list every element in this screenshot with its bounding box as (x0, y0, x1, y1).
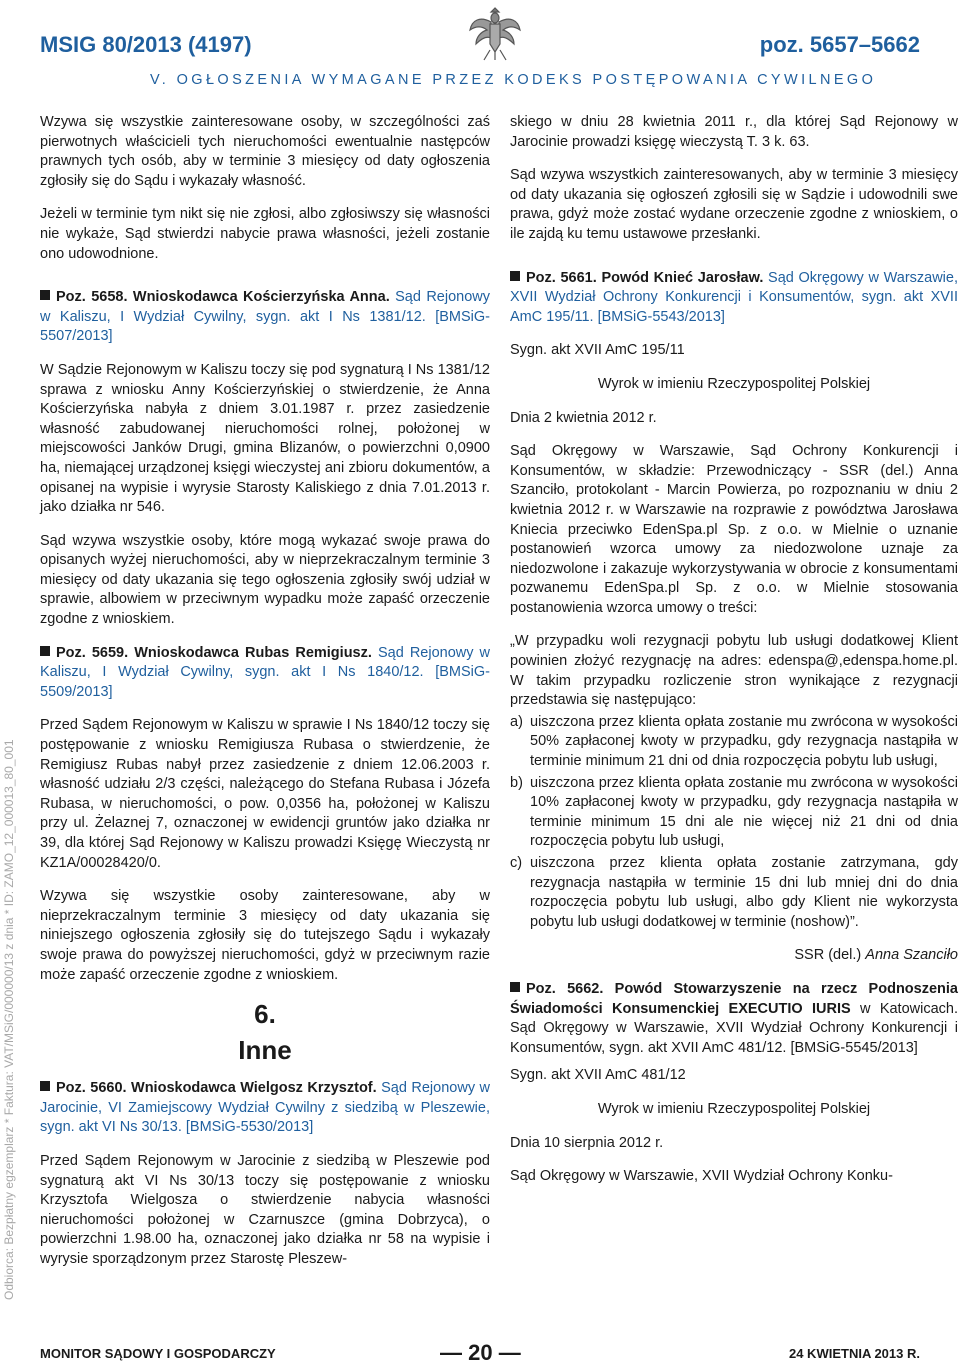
page-number: — 20 — (440, 1340, 521, 1365)
watermark: Odbiorca: Bezpłatny egzemplarz * Faktura: VAT/MSiG/000000/13 z dnia * ID: ZAMO_12_000013_80_001 (2, 739, 16, 1300)
announcement-header (40, 644, 490, 703)
bullet-icon (40, 646, 50, 656)
case-signature: Sygn. akt XVII AmC 481/12 (510, 1067, 686, 1084)
signature (510, 946, 958, 966)
signature-role: SSR (del.) (794, 947, 862, 964)
chapter-name: Inne (238, 1035, 292, 1066)
option-key: b) (510, 774, 523, 791)
judgment-date: Dnia 10 sierpnia 2012 r. (510, 1134, 664, 1151)
announcement-header (40, 1079, 490, 1138)
quote-paragraph: „W przypadku woli rezygnacji pobytu lub usługi dodatkowej Klient powinien złożyć rezygnację na adres: edenspa@,edenspa.home.pl. W takim przypadku rozliczenie stron wynikające z rezygnacji przedstawia się następująco: (510, 633, 958, 709)
announcement-court: Sąd Rejonowy w Kaliszu, I Wydział Cywilny, sygn. akt I Ns 1840/12. [BMSiG-5509/2013] (40, 644, 491, 700)
paragraph: skiego w dniu 28 kwietnia 2011 r., dla której Sąd Rejonowy w Jarocinie prowadzi księgę wieczystą T. 3 k. 63. (510, 114, 958, 150)
option-key: c) (510, 855, 523, 871)
option-item (510, 854, 958, 932)
option-item (510, 774, 958, 852)
announcement-court: Sąd Rejonowy w Jarocinie, VI Zamiejscowy Wydział Cywilny z siedzibą w Pleszewie, sygn. akt VI Ns 30/13. [BMSiG-5530/2013] (40, 1080, 491, 1136)
positions-range: poz. 5657–5662 (759, 32, 920, 57)
judgment-date: Dnia 2 kwietnia 2012 r. (510, 409, 657, 426)
option-text: uiszczona przez klienta opłata zostanie mu zwrócona w wysokości 10% zapłaconej kwoty w przypadku, gdy rezygnacja nastąpiła w terminie minimum 15 dni ale nie więcej niż 21 dni od dnia rozpoczęcia pobytu lub usługi, (530, 774, 958, 850)
journal-title: MSIG 80/2013 (4197) (40, 32, 252, 57)
paragraph: Sąd wzywa wszystkich zainteresowanych, aby w terminie 3 miesięcy od daty ukazania się ogłoszeń zgłosili się w Sądzie i udowodnili swe prawa, gdyż może zostać wydane orzeczenie zgodne z wnioskiem, o ile zajdą ku temu ustawowe przesłanki. (510, 167, 958, 242)
announcement-title: Poz. 5658. Wnioskodawca Kościerzyńska Anna. (56, 289, 390, 306)
announcement-title: Poz. 5660. Wnioskodawca Wielgosz Krzysztof. (56, 1080, 377, 1097)
paragraph: Wzywa się wszystkie osoby zainteresowane, aby w nieprzekraczalnym terminie 3 miesięcy od daty ukazania się niniejszego ogłoszenia zgłosiły się do tutejszego Sądu i wykazały swoje prawa do powyższej nieruchomości, gdyż w przeciwnym razie może zapaść orzeczenie zgodne z wnioskiem. (40, 888, 490, 983)
bullet-icon (510, 982, 520, 992)
chapter-number: 6. (254, 999, 276, 1030)
announcement-court: w Katowicach. Sąd Okręgowy w Warszawie, XVII Wydział Ochrony Konkurencji i Konsumentów, sygn. akt XVII AmC 481/12. [BMSiG-5545/2013] (510, 1000, 958, 1056)
option-item (510, 713, 958, 772)
option-key: a) (510, 713, 523, 730)
bullet-icon (40, 290, 50, 300)
announcement-title: Poz. 5662. Powód Stowarzyszenie na rzecz Podnoszenia Świadomości Konsumenckiej EXECUTIO IURIS (510, 980, 958, 1017)
announcement-title: Poz. 5659. Wnioskodawca Rubas Remigiusz. (56, 644, 372, 661)
eagle-emblem-icon (468, 2, 522, 62)
paragraph: Przed Sądem Rejonowym w Kaliszu w sprawie I Ns 1840/12 toczy się postępowanie z wniosku Remigiusza Rubasa o stwierdzenie, że Remigiusz Rubas nabył przez zasiedzenie z dniem 12.06.2003 r. własność udziału 2/3 części, należącego do Stefana Rubasa i Józefa Rubasa, w nieruchomości, o pow. 0,0356 ha, położonej w Kaliszu przy ul. Żelaznej 7, oznaczonej w ewidencji gruntów jako działka nr 39, dla której Sąd Rejonowy w Kaliszu prowadzi Księgę Wieczystą nr KZ1A/00028420/0. (40, 717, 490, 871)
case-signature: Sygn. akt XVII AmC 195/11 (510, 342, 685, 359)
bullet-icon (40, 1081, 50, 1091)
announcement-header (510, 269, 958, 328)
judgment-heading: Wyrok w imieniu Rzeczypospolitej Polskiej (597, 375, 871, 392)
announcement-header (510, 980, 958, 1058)
announcement-title: Poz. 5661. Powód Knieć Jarosław. (526, 269, 764, 286)
paragraph: Wzywa się wszystkie zainteresowane osoby, w szczególności zaś pierwotnych właścicieli tych nieruchomości ewentualnie następców prawnych tych osób, aby w terminie 3 miesięcy od daty ogłoszenia zgłosiły się do Sądu i wykazały własność. (40, 114, 490, 189)
section-title: V. OGŁOSZENIA WYMAGANE PRZEZ KODEKS POSTĘPOWANIA CYWILNEGO (150, 72, 877, 88)
announcement-header (40, 288, 490, 347)
paragraph: Przed Sądem Rejonowym w Jarocinie z siedzibą w Pleszewie pod sygnaturą akt VI Ns 30/13 toczy się postępowanie z wniosku Krzysztofa Wielgosza o stwierdzenie nabycia własności nieruchomości położonej w Czarnuszce (gmina Dobrzyca), o powierzchni 1.98.00 ha, oznaczonej jako działka nr 58 na wypisie i wyrysie sporządzonym przez Starostę Pleszew- (40, 1152, 490, 1267)
option-text: uiszczona przez klienta opłata zostanie zatrzymana, gdy rezygnacja nastąpiła w terminie 15 dni lub mniej dni do dnia rozpoczęcia pobytu lub usługi, albo gdy Klient nie wykorzysta pobytu lub usługi dodatkowej w terminie (noshow)”. (530, 855, 958, 930)
announcement-court: Sąd Rejonowy w Kaliszu, I Wydział Cywilny, sygn. akt I Ns 1381/12. [BMSiG-5507/2013] (40, 289, 491, 345)
option-text: uiszczona przez klienta opłata zostanie mu zwrócona w wysokości 50% zapłaconej kwoty w przypadku, gdy rezygnacja nastąpiła w terminie minimum 21 dni od dnia rozpoczęcia pobytu lub usługi, (530, 713, 958, 770)
judgment-heading: Wyrok w imieniu Rzeczypospolitej Polskiej (597, 1100, 871, 1117)
paragraph: Sąd Okręgowy w Warszawie, Sąd Ochrony Konkurencji i Konsumentów, w składzie: Przewodniczący - SSR (del.) Anna Szanciło, protokolant - Marcin Powierza, po rozpoznaniu w dniu 2 kwietnia 2012 r. w Warszawie na rozprawie z powództwa Jarosława Kniecia przeciwko EdenSpa.pl Sp. z o.o. w Mielnie o uznanie postanowień wzorca umowy za niedozwolone uznaje za niedozwolone i zakazuje wykorzystywania w obrocie z konsumentami pozwanemu EdenSpa.pl Sp. z o.o. w Mielnie stosowania postanowienia wzorca umowy o treści: (510, 443, 958, 616)
paragraph: Sąd wzywa wszystkie osoby, które mogą wykazać swoje prawa do opisanych wyżej nieruchomości, aby w nieprzekraczalnym terminie 3 miesięcy od daty ukazania się tego ogłoszenia zgłosiły swój udział w sprawie, albowiem w przeciwnym wypadku może zapaść orzeczenie zgodne z wnioskiem. (40, 532, 490, 628)
left-column (40, 113, 490, 1284)
bullet-icon (510, 271, 520, 281)
footer-publication: MONITOR SĄDOWY I GOSPODARCZY (40, 1346, 276, 1361)
announcement-court: Sąd Okręgowy w Warszawie, XVII Wydział Ochrony Konkurencji i Konsumentów, sygn. akt XVII AmC 195/11. [BMSiG-5543/2013] (510, 269, 958, 325)
options-list (510, 713, 958, 933)
footer-date: 24 KWIETNIA 2013 R. (788, 1346, 920, 1361)
paragraph: Jeżeli w terminie tym nikt się nie zgłosi, albo zgłosiwszy się własności nie wykaże, Sąd stwierdzi nabycie prawa własności, jeżeli zostanie ono udowodnione. (40, 206, 490, 262)
signature-name: Anna Szanciło (865, 947, 958, 964)
right-column (510, 113, 958, 1201)
paragraph: Sąd Okręgowy w Warszawie, XVII Wydział Ochrony Konku- (510, 1168, 893, 1185)
paragraph: W Sądzie Rejonowym w Kaliszu toczy się pod sygnaturą I Ns 1381/12 sprawa z wniosku Anny Kościerzyńskiej o stwierdzenie, że Anna Kościerzyńska nabyła z dniem 3.01.1987 r. przez zasiedzenie własność zabudowanej nieruchomości rolnej, położonej w miejscowości Janków Drugi, gmina Blizanów, o powierzchni 0,0900 ha, niemającej urządzonej księgi wieczystej ani zbioru dokumentów, a opisanej na wypisie i wyrysie Starosty Kaliskiego z dnia 7.01.2013 r. jako działka nr 546. (40, 361, 490, 516)
